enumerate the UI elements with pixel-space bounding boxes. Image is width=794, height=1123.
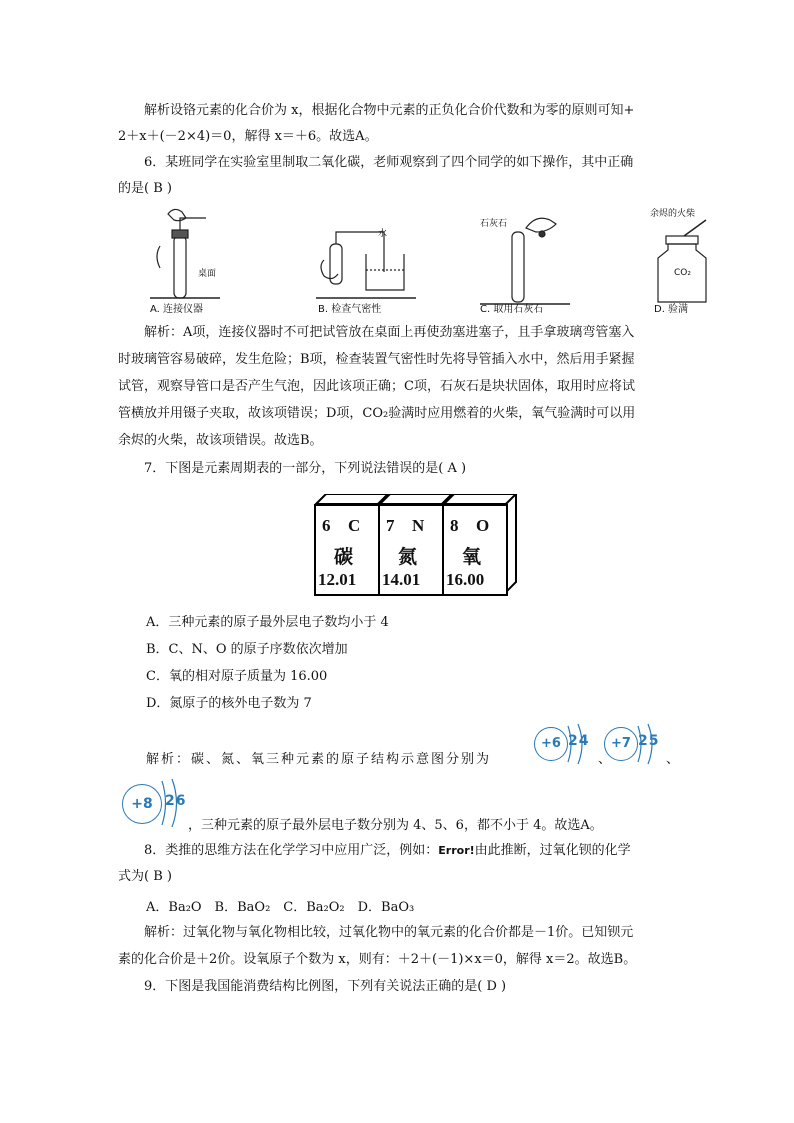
element-symbol: O — [476, 516, 490, 535]
q9-stem: 9．下图是我国能消费结构比例图，下列有关说法正确的是( D ) — [144, 979, 507, 994]
q8-error-text: Error! — [438, 844, 475, 857]
q6-analysis-line2: 时玻璃管容易破碎，发生危险；B项，检查装置气密性时先将导管插入水中，然后用手紧握 — [118, 352, 635, 367]
element-box-nitrogen — [378, 504, 444, 596]
q5-analysis-line2: 2＋x＋(－2×4)＝0，解得 x＝＋6。故选A。 — [118, 129, 378, 144]
atom-separator-1: 、 — [598, 752, 612, 767]
element-mass: 12.01 — [318, 570, 357, 589]
q6-figure-svg — [140, 206, 720, 316]
label-desk: 桌面 — [198, 269, 217, 279]
element-mass: 14.01 — [382, 570, 421, 589]
element-name: 碳 — [334, 547, 354, 568]
element-name: 氧 — [462, 547, 482, 568]
nucleus-oxygen: +8 — [122, 784, 162, 824]
figure-b-airtightness — [316, 232, 416, 298]
q6-experiment-figure — [140, 206, 720, 316]
q7-option-d: D．氮原子的核外电子数为 7 — [146, 696, 312, 711]
element-number: 6 — [322, 516, 331, 535]
caption-b: B. 检查气密性 — [318, 304, 382, 315]
element-mass: 16.00 — [446, 570, 485, 589]
q8-options: A．Ba₂O B．BaO₂ C．Ba₂O₂ D．BaO₃ — [146, 900, 415, 915]
caption-d: D. 验满 — [654, 304, 689, 315]
q6-analysis-line3: 试管，观察导管口是否产生气泡，因此该项正确；C项，石灰石是块状固体，取用时应将试 — [118, 379, 635, 394]
element-symbol: C — [348, 516, 361, 535]
element-box-oxygen — [442, 504, 508, 596]
nucleus-carbon: +6 — [534, 727, 568, 761]
figure-a-connect-apparatus — [150, 209, 220, 298]
shells-carbon: 24 — [568, 733, 590, 749]
label-ember-match: 余烬的火柴 — [650, 209, 696, 219]
q7-option-b: B．C、N、O 的原子序数依次增加 — [146, 642, 348, 657]
label-co2: CO₂ — [674, 268, 691, 278]
q6-analysis-line1: 解析：A项，连接仪器时不可把试管放在桌面上再使劲塞进塞子，且手拿玻璃弯管塞入 — [144, 325, 635, 340]
q7-option-a: A．三种元素的原子最外层电子数均小于 4 — [146, 615, 389, 630]
atom-separator-2: 、 — [666, 752, 680, 767]
q6-analysis-line5: 余烬的火柴，故该项错误。故选B。 — [118, 433, 323, 448]
q6-stem-line2: 的是( B ) — [118, 181, 172, 196]
q8-analysis-line2: 素的化合价是＋2价。设氧原子个数为 x，则有：＋2＋(－1)×x＝0，解得 x＝2。故选B。 — [118, 952, 637, 967]
q8-stem-line2: 式为( B ) — [118, 869, 172, 884]
element-number: 7 — [386, 516, 395, 535]
q8-stem-part2: 由此推断，过氧化钡的化学 — [474, 843, 631, 858]
label-limestone: 石灰石 — [480, 219, 508, 229]
nucleus-nitrogen: +7 — [604, 727, 638, 761]
caption-c: C. 取用石灰石 — [480, 304, 544, 315]
q7-analysis-line1: 解析：碳、氮、氧三种元素的原子结构示意图分别为 — [146, 752, 492, 767]
q8-analysis-line1: 解析：过氧化物与氧化物相比较，过氧化物中的氧元素的化合价都是－1价。已知钡元 — [144, 925, 634, 940]
label-water: 水 — [378, 229, 388, 239]
element-symbol: N — [412, 516, 425, 535]
element-name: 氮 — [398, 547, 418, 568]
figure-c-limestone — [480, 218, 570, 304]
shells-oxygen: 26 — [165, 793, 187, 809]
q8-stem-line1 — [118, 836, 678, 865]
q7-stem: 7．下图是元素周期表的一部分，下列说法错误的是( A ) — [144, 461, 467, 476]
q7-option-c: C．氧的相对原子质量为 16.00 — [146, 669, 328, 684]
element-box-carbon — [314, 504, 380, 596]
shells-nitrogen: 25 — [638, 733, 660, 749]
caption-a: A. 连接仪器 — [150, 304, 204, 315]
figure-d-test-full — [658, 220, 706, 302]
q6-analysis-line4: 管横放并用镊子夹取，故该项错误；D项，CO₂验满时应用燃着的火柴，氧气验满时可以用 — [118, 406, 636, 421]
q6-stem-line1: 6．某班同学在实验室里制取二氧化碳，老师观察到了四个同学的如下操作，其中正确 — [144, 155, 634, 170]
q7-analysis-line2: ，三种元素的原子最外层电子数分别为 4、5、6，都不小于 4。故选A。 — [188, 818, 603, 833]
element-number: 8 — [450, 516, 459, 535]
q8-stem-part1: 8．类推的思维方法在化学学习中应用广泛，例如： — [144, 843, 439, 858]
q5-analysis-line1: 解析设铬元素的化合价为 x，根据化合物中元素的正负化合价代数和为零的原则可知+ — [144, 103, 635, 118]
